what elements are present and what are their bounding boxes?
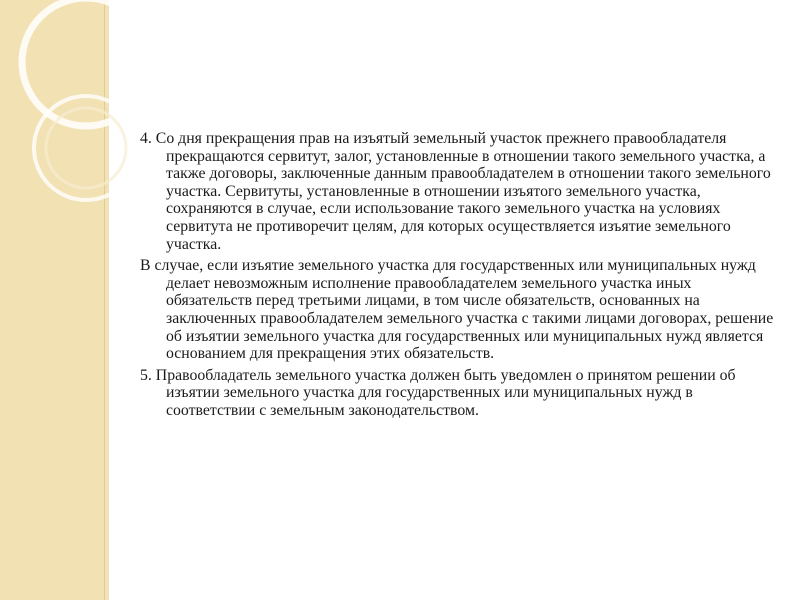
paragraph-item-5: 5. Правообладатель земельного участка должен быть уведомлен о принятом решении об изъятии земельного участка для государственных или муниципальных нужд в соответствии с земельным законодательством. [140, 366, 736, 419]
paragraph-obligations: В случае, если изъятие земельного участка для государственных или муниципальных нужд делает невозможным исполнение правообладателем земельного участка иных обязательств перед третьими лицами, в том числе обязательств, основанных на заключенных правообладателем земельного участка с такими лицами договорах, решение об изъятии земельного участка для государственных или муниципальных нужд является основанием для прекращения этих обязательств. [140, 257, 774, 363]
small-ring [34, 96, 138, 200]
slide-body-text [140, 130, 780, 424]
inner-ring [46, 108, 126, 188]
paragraph-item-4: 4. Со дня прекращения прав на изъятый земельный участок прежнего правообладателя прекращаются сервитут, залог, установленные в отношении такого земельного участка, а также договоры, заключенные данным правообладателем в отношении такого земельного участка. Сервитуты, установленные в отношении изъятого земельного участка, сохраняются в случае, если использование такого земельного участка на условиях сервитута не противоречит целям, для которых осуществляется изъятие земельного участка. [140, 130, 771, 253]
